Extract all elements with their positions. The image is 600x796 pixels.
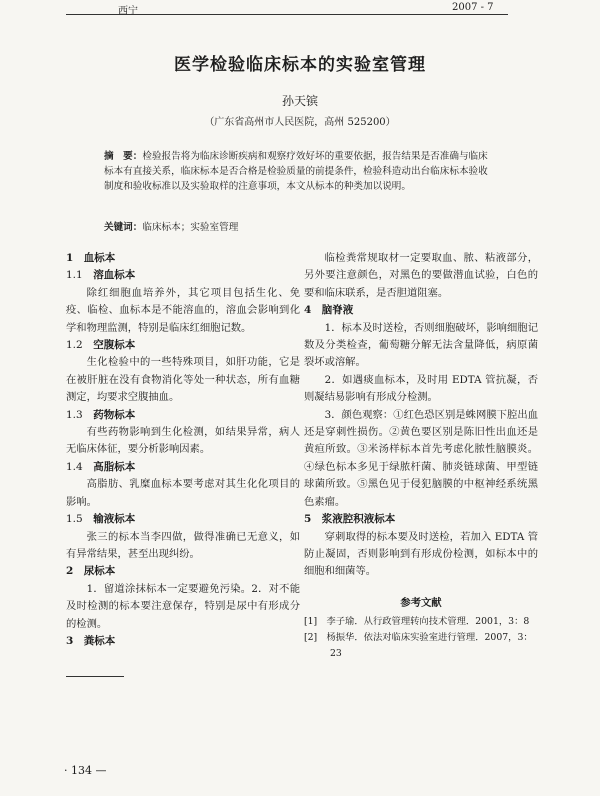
abstract-label: 摘 要：: [104, 151, 143, 162]
section-heading: 4 脑脊液: [304, 304, 354, 317]
paragraph: 3．颜色观察：①红色恐区别是蛛网膜下腔出血还是穿刺性损伤。②黄色要区别是陈旧性出血还是黄疸所致。③米汤样标本首先考虑化脓性脑膜炎。④绿色标本多见于绿脓杆菌、肺炎链球菌、甲型链球菌所致。⑤黑色见于侵犯脑膜的中枢神经系统黑色素瘤。: [304, 408, 538, 508]
section-heading: 3 粪标本: [66, 634, 116, 647]
section-heading: 2 尿标本: [66, 565, 116, 578]
subsection-heading: 1.3 药物标本: [66, 408, 136, 421]
affiliation: （广东省高州市人民医院，高州 525200）: [204, 117, 396, 128]
author: 孙天镔: [281, 94, 318, 108]
paragraph: 2．如遇痰血标本，及时用 EDTA 管抗凝，否则凝结易影响有形成分检测。: [304, 373, 538, 404]
left-column: [66, 250, 300, 650]
paragraph: 1．留道涂抹标本一定要避免污染。2．对不能及时检测的标本要注意保存，特别是尿中有形成分的检测。: [66, 582, 300, 630]
subsection-heading: 1.2 空腹标本: [66, 339, 136, 352]
paragraph: 生化检验中的一些特殊项目，如肝功能，它是在被肝脏在没有食物消化等处一种状态，所有血糖测定，均要求空腹抽血。: [66, 356, 300, 404]
abstract: [104, 150, 496, 194]
right-column: [304, 250, 538, 662]
paragraph: 除红细胞血培养外，其它项目包括生化、免疫、临检、血标本是不能溶血的，溶血会影响到化学和物理监测，特别是临床红细胞记数。: [66, 286, 300, 334]
section-heading: 5 浆液腔积液标本: [304, 513, 396, 526]
issue-info: 2007 - 7: [452, 2, 494, 13]
header-rule: [66, 14, 508, 15]
article-title: 医学检验临床标本的实验室管理: [174, 55, 426, 75]
page-number: · 134 —: [64, 764, 107, 777]
section-heading: 1 血标本: [66, 252, 116, 264]
subsection-heading: 1.4 高脂标本: [66, 460, 136, 473]
subsection-heading: 1.5 输液标本: [66, 513, 136, 526]
paragraph: 穿刺取得的标本要及时送检，若加入 EDTA 管防止凝固，否则影响到有形成份检测，如标本中的细胞和细菌等。: [304, 530, 538, 578]
references-heading: 参考文献: [400, 596, 442, 609]
abstract-text: 检验报告将为临床诊断疾病和观察疗效好坏的重要依据，报告结果是否准确与临床标本有直接关系，临床标本是否合格是检验质量的前提条件，检验科造动出台临床标本验收制度和验收标准以及实验取样的注意事项，本文从标本的种类加以说明。: [104, 151, 488, 192]
journal-name: 西宁: [118, 6, 138, 17]
keywords-label: 关键词：: [104, 222, 143, 233]
keywords-text: 临床标本；实验室管理: [142, 222, 239, 233]
paragraph: 张三的标本当李四做，做得准确已无意义，如有异常结果，甚至出现纠纷。: [66, 530, 300, 560]
keywords: [104, 219, 496, 233]
paragraph: 高脂肪、乳糜血标本要考虑对其生化化项目的影响。: [66, 478, 300, 508]
paragraph: 有些药物影响到生化检测，如结果异常，病人无临床体征，要分析影响因素。: [66, 426, 300, 456]
reference-item: [1] 李子瑜．从行政管理转向技术管理．2001，3：8: [304, 616, 530, 628]
paragraph: 临检粪常规取材一定要取血、脓、粘液部分，另外要注意颜色，对黑色的要做潜血试验，白色的要和临床联系，是否胆道阻塞。: [304, 252, 538, 299]
paragraph: 1．标本及时送检，否则细胞破坏，影响细胞记数及分类检查，葡萄糖分解无法含量降低，病原菌裂坏或溶解。: [304, 321, 538, 369]
subsection-heading: 1.1 溶血标本: [66, 269, 136, 282]
footnote-rule: [66, 676, 124, 677]
reference-item: [2] 杨振华．依法对临床实验室进行管理．2007，3：23: [304, 632, 533, 660]
